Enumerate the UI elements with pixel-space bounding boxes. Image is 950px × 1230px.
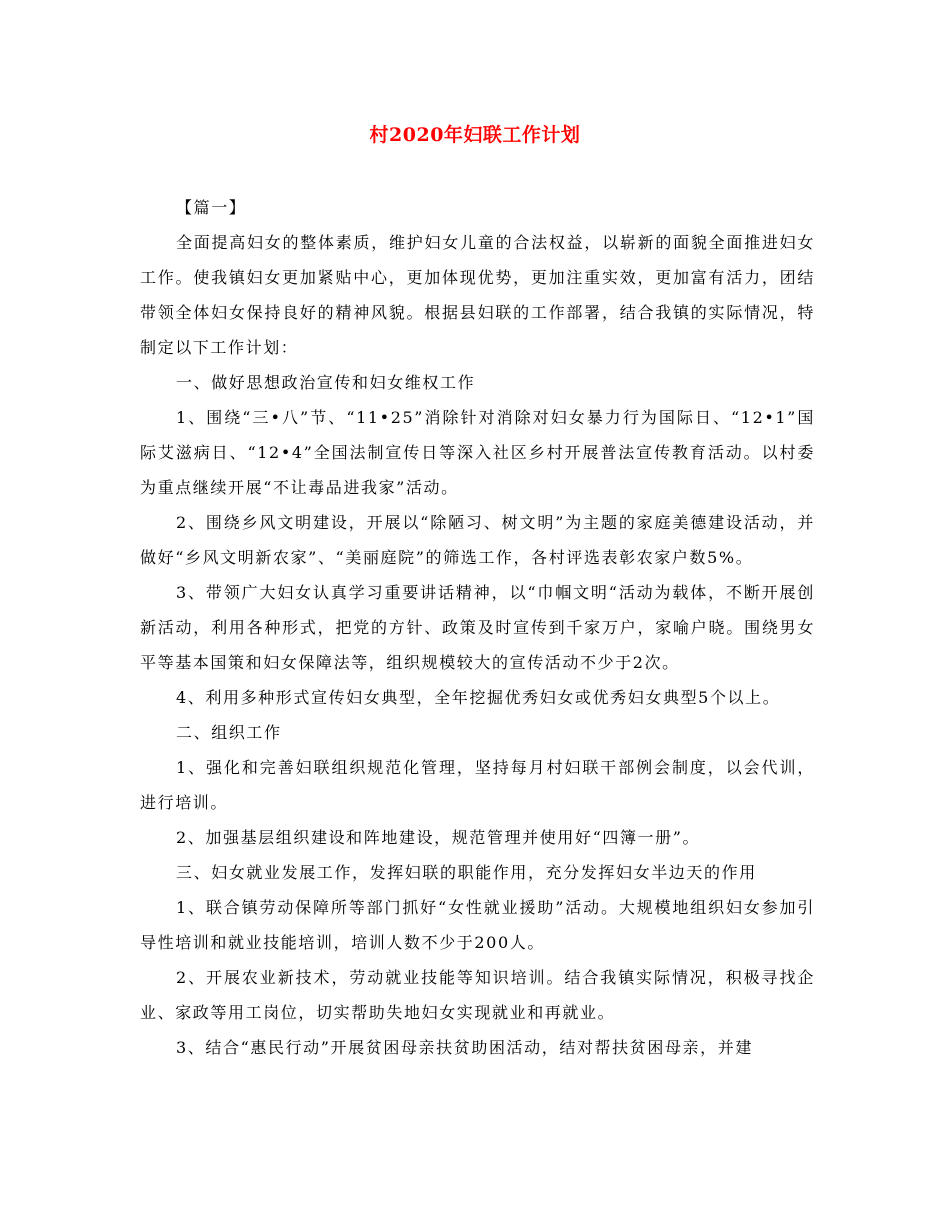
item-1-3: 3、带领广大妇女认真学习重要讲话精神，以“巾帼文明“活动为载体，不断开展创新活动，利用各种形式，把党的方针、政策及时宣传到千家万户，家喻户晓。围绕男女平等基本国策和妇女保障法等，组织规模较大的宣传活动不少于2次。 — [140, 583, 815, 672]
document-title: 村2020年妇联工作计划 — [369, 124, 581, 146]
heading-three: 三、妇女就业发展工作，发挥妇联的职能作用，充分发挥妇女半边天的作用 — [176, 863, 757, 882]
item-2-2: 2、加强基层组织建设和阵地建设，规范管理并使用好“四簿一册”。 — [176, 828, 701, 847]
item-3-2: 2、开展农业新技术，劳动就业技能等知识培训。结合我镇实际情况，积极寻找企业、家政等用工岗位，切实帮助失地妇女实现就业和再就业。 — [140, 968, 815, 1022]
item-1-4: 4、利用多种形式宣传妇女典型，全年挖掘优秀妇女或优秀妇女典型5个以上。 — [176, 688, 781, 707]
intro-paragraph: 全面提高妇女的整体素质，维护妇女儿童的合法权益，以崭新的面貌全面推进妇女工作。使我镇妇女更加紧贴中心，更加体现优势，更加注重实效，更加富有活力，团结带领全体妇女保持良好的精神风貌。根据县妇联的工作部署，结合我镇的实际情况，特制定以下工作计划： — [140, 233, 815, 357]
item-3-1: 1、联合镇劳动保障所等部门抓好“女性就业援助”活动。大规模地组织妇女参加引导性培训和就业技能培训，培训人数不少于200人。 — [140, 898, 815, 952]
item-3-3: 3、结合“惠民行动”开展贫困母亲扶贫助困活动，结对帮扶贫困母亲，并建 — [176, 1038, 753, 1057]
item-2-1: 1、强化和完善妇联组织规范化管理，坚持每月村妇联干部例会制度，以会代训，进行培训。 — [140, 758, 815, 812]
item-1-2: 2、围绕乡风文明建设，开展以“除陋习、树文明”为主题的家庭美德建设活动，并做好“乡风文明新农家”、“美丽庭院”的筛选工作，各村评选表彰农家户数5%。 — [140, 513, 815, 567]
document-body — [140, 190, 815, 1065]
section-label-part-one: 【篇一】 — [176, 198, 247, 217]
item-1-1: 1、围绕“三•八”节、“11•25”消除针对消除对妇女暴力行为国际日、“12•1”国际艾滋病日、“12•4”全国法制宣传日等深入社区乡村开展普法宣传教育活动。以村委为重点继续开展“不让毒品进我家”活动。 — [140, 408, 815, 497]
heading-two: 二、组织工作 — [176, 723, 282, 742]
heading-one: 一、做好思想政治宣传和妇女维权工作 — [176, 373, 476, 392]
